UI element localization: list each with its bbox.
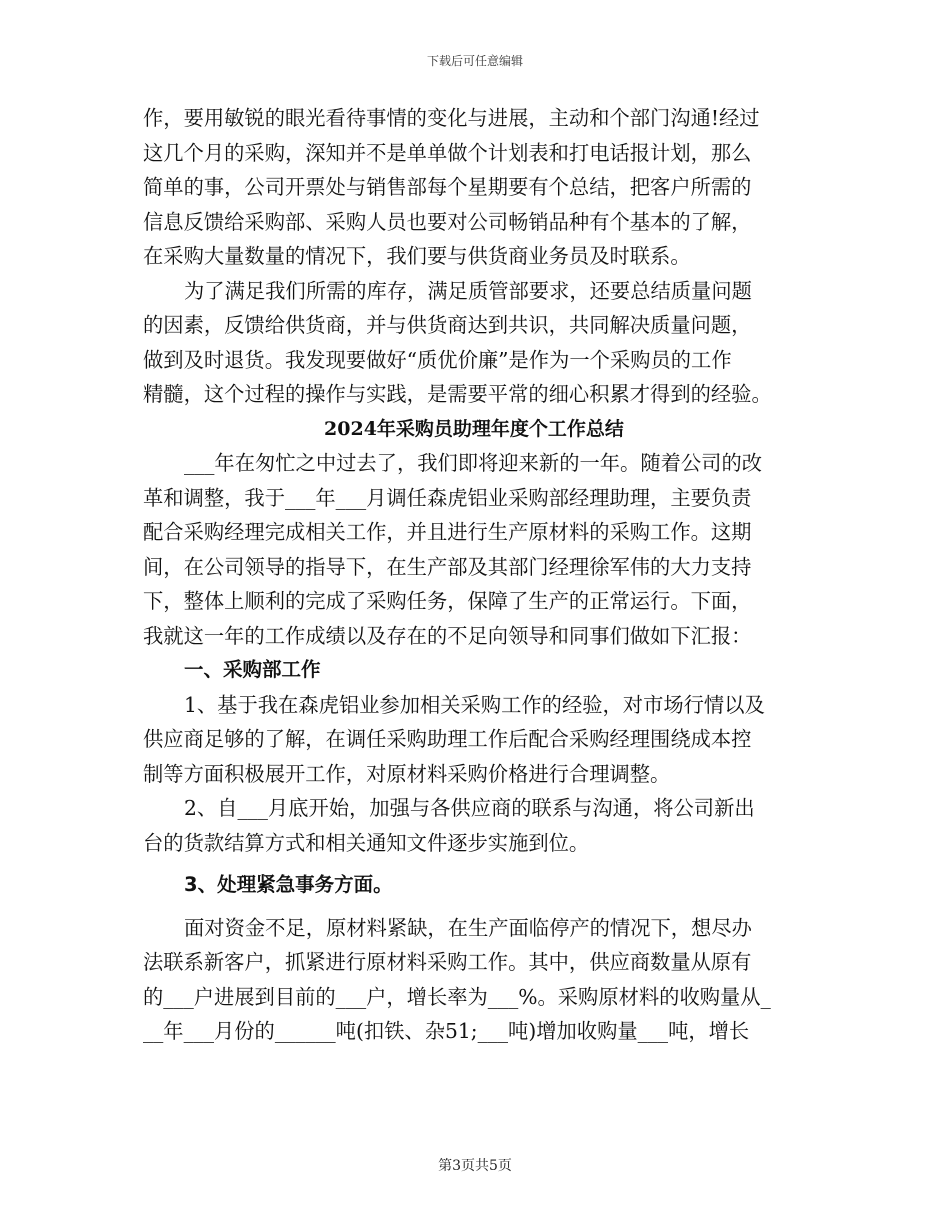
text-line: 信息反馈给采购部、采购人员也要对公司畅销品种有个基本的了解， — [143, 209, 752, 234]
text-line: 制等方面积极展开工作，对原材料采购价格进行合理调整。 — [143, 761, 671, 786]
section-title: 2024年采购员助理年度个工作总结 — [324, 417, 624, 440]
text-line: 配合采购经理完成相关工作，并且进行生产原材料的采购工作。这期 — [143, 520, 752, 544]
subheading: 一、采购部工作 — [184, 658, 321, 681]
page-header: 下载后可任意编辑 — [426, 54, 523, 68]
text-line: 精髓，这个过程的操作与实践，是需要平常的细心积累才得到的经验。 — [143, 382, 772, 406]
subheading: 3、处理紧急事务方面。 — [184, 873, 393, 896]
text-line: __年___月份的______吨(扣铁、杂51;___吨)增加收购量___吨，增长 — [143, 1019, 750, 1043]
text-line: 我就这一年的工作成绩以及存在的不足向领导和同事们做如下汇报： — [143, 623, 752, 648]
text-line: 台的货款结算方式和相关通知文件逐步实施到位。 — [143, 830, 590, 855]
text-line: 做到及时退货。我发现要做好“质优价廉”是作为一个采购员的工作 — [143, 347, 732, 372]
paragraph — [143, 688, 805, 792]
text-line: 为了满足我们所需的库存，满足质管部要求，还要总结质量问题 — [184, 278, 752, 303]
text-line: 面对资金不足，原材料紧缺，在生产面临停产的情况下，想尽办 — [184, 915, 752, 940]
text-line: 作，要用敏锐的眼光看待事情的变化与进展，主动和个部门沟通!经过 — [143, 106, 760, 130]
text-line: 供应商足够的了解，在调任采购助理工作后配合采购经理围绕成本控 — [143, 727, 752, 751]
text-line: 简单的事，公司开票处与销售部每个星期要有个总结，把客户所需的 — [143, 175, 752, 199]
text-line: 的因素，反馈给供货商，并与供货商达到共识，共同解决质量问题， — [143, 313, 752, 337]
text-line: 在采购大量数量的情况下，我们要与供货商业务员及时联系。 — [143, 244, 691, 268]
paragraph — [143, 446, 805, 653]
text-line: 革和调整，我于___年___月调任森虎铝业采购部经理助理，主要负责 — [143, 485, 752, 510]
paragraph — [143, 274, 805, 412]
document-body — [143, 101, 805, 1049]
text-line: 的___户进展到目前的___户，增长率为___%。采购原材料的收购量从_ — [143, 984, 771, 1009]
page-footer: 第3页共5页 — [438, 1158, 512, 1174]
paragraph — [143, 791, 805, 860]
text-line: 这几个月的采购，深知并不是单单做个计划表和打电话报计划，那么 — [143, 140, 752, 165]
text-line: 2、自___月底开始，加强与各供应商的联系与沟通，将公司新出 — [184, 796, 755, 820]
paragraph — [143, 101, 805, 274]
paragraph — [143, 911, 805, 1049]
text-line: 间，在公司领导的指导下，在生产部及其部门经理徐军伟的大力支持 — [143, 554, 752, 579]
text-line: ___年在匆忙之中过去了，我们即将迎来新的一年。随着公司的改 — [184, 451, 763, 475]
text-line: 1、基于我在森虎铝业参加相关采购工作的经验，对市场行情以及 — [184, 692, 765, 717]
text-line: 法联系新客户，抓紧进行原材料采购工作。其中，供应商数量从原有 — [143, 950, 752, 974]
text-line: 下，整体上顺利的完成了采购任务，保障了生产的正常运行。下面， — [143, 589, 752, 613]
